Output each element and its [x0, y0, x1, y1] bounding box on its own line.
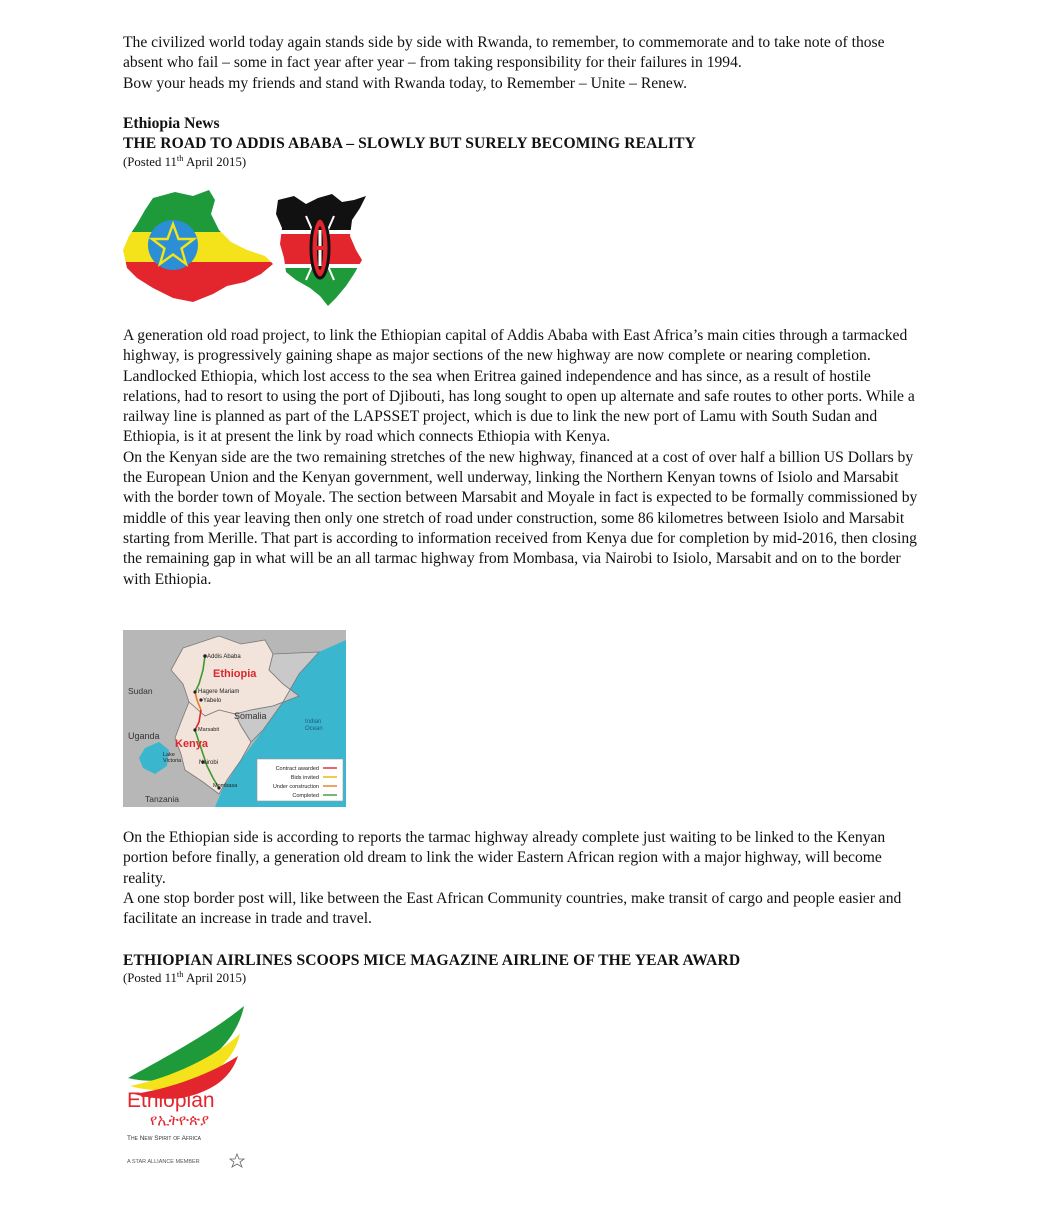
map-label-addis: Addis Ababa — [207, 654, 241, 660]
route-map-image — [123, 630, 346, 807]
map-legend-label: Completed — [292, 793, 319, 799]
article-1-headline: THE ROAD TO ADDIS ABABA – SLOWLY BUT SURELY BECOMING REALITY — [123, 135, 697, 152]
intro-text — [123, 33, 928, 94]
logo-wordmark: Ethiopian — [127, 1089, 215, 1112]
article-1-paragraph-1: A generation old road project, to link the Ethiopian capital of Addis Ababa with East Africa’s main cities through a tarmacked highway, is progressively gaining shape as major sections of the new highway are now complete or nearing completion. — [123, 327, 908, 365]
logo-amharic: የኢትዮጵያ — [150, 1112, 210, 1129]
map-legend-label: Bids invited — [290, 775, 319, 781]
star-alliance-icon — [230, 1154, 244, 1167]
map-legend-label: Under construction — [272, 784, 319, 790]
article-2-headline: ETHIOPIAN AIRLINES SCOOPS MICE MAGAZINE AIRLINE OF THE YEAR AWARD — [123, 952, 741, 969]
logo-alliance: A STAR ALLIANCE MEMBER — [127, 1159, 200, 1165]
map-label-lake-1: Lake — [163, 752, 175, 758]
article-1-posted: (Posted 11th April 2015) — [123, 153, 247, 169]
article-1-paragraph-3: On the Kenyan side are the two remaining stretches of the new highway, financed at a cost of over half a billion US Dollars by the European Union and the Kenyan government, well underway, linking the Northern Kenyan towns of Isiolo and Marsabit with the border town of Moyale. The section between Marsabit and Moyale in fact is expected to be formally commissioned by middle of this year leaving then only one stretch of road under construction, some 86 kilometres between Isiolo and Marsabit starting from Merille. That part is according to information received from Kenya due for completion by mid-2016, then closing the remaining gap in what will be an all tarmac highway from Mombasa, via Nairobi to Isiolo, Marsabit and on to the border with Ethiopia. — [123, 448, 918, 588]
map-label-indian-1: Indian — [305, 719, 322, 725]
map-label-sudan: Sudan — [128, 686, 153, 696]
intro-paragraph-1: The civilized world today again stands side by side with Rwanda, to remember, to commemorate and to take note of those absent who fail – some in fact year after year – from taking responsibility for their failures in 1994. — [123, 34, 885, 72]
intro-paragraph-2: Bow your heads my friends and stand with Rwanda today, to Remember – Unite – Renew. — [123, 74, 688, 92]
article-2-posted: (Posted 11th April 2015) — [123, 969, 247, 985]
article-1-body-bottom — [123, 828, 928, 929]
ethiopian-airlines-logo — [120, 1004, 255, 1169]
article-1-paragraph-2: Landlocked Ethiopia, which lost access to the sea when Eritrea gained independence and has since, as a result of hostile relations, had to resort to using the port of Djibouti, has long sought to open up alternate and safe routes to other ports. While a railway line is planned as part of the LAPSSET project, which is due to link the new port of Lamu with South Sudan and Ethiopia, is it at present the link by road which connects Ethiopia with Kenya. — [123, 367, 915, 446]
section-label: Ethiopia News — [123, 115, 220, 132]
map-label-hagere: Hagere Mariam — [198, 689, 240, 695]
map-label-yabelo: Yabelo — [203, 698, 222, 704]
article-1-paragraph-5: A one stop border post will, like between the East African Community countries, make transit of cargo and people easier and facilitate an increase in trade and travel. — [123, 889, 902, 928]
map-legend-label: Contract awarded — [275, 766, 319, 772]
map-label-marsabit: Marsabit — [198, 727, 220, 733]
kenya-flag-map-image — [276, 194, 368, 306]
map-label-kenya: Kenya — [175, 738, 209, 750]
map-label-uganda: Uganda — [128, 731, 160, 741]
map-label-ethiopia: Ethiopia — [213, 668, 257, 680]
map-label-lake-2: Victoria — [163, 758, 182, 764]
logo-tagline: The New Spirit of Africa — [127, 1135, 201, 1142]
map-label-tanzania: Tanzania — [145, 794, 180, 804]
map-label-somalia: Somalia — [234, 711, 267, 721]
map-label-indian-2: Ocean — [305, 726, 323, 732]
ethiopia-flag-map-image — [123, 190, 275, 304]
map-label-nairobi: Nairobi — [199, 760, 219, 766]
map-label-mombasa: Mombasa — [213, 783, 238, 789]
article-1-body-top — [123, 326, 928, 590]
article-1-paragraph-4: On the Ethiopian side is according to reports the tarmac highway already complete just waiting to be linked to the Kenyan portion before finally, a generation old dream to link the wider Eastern African region with a major highway, will become reality. — [123, 829, 886, 887]
